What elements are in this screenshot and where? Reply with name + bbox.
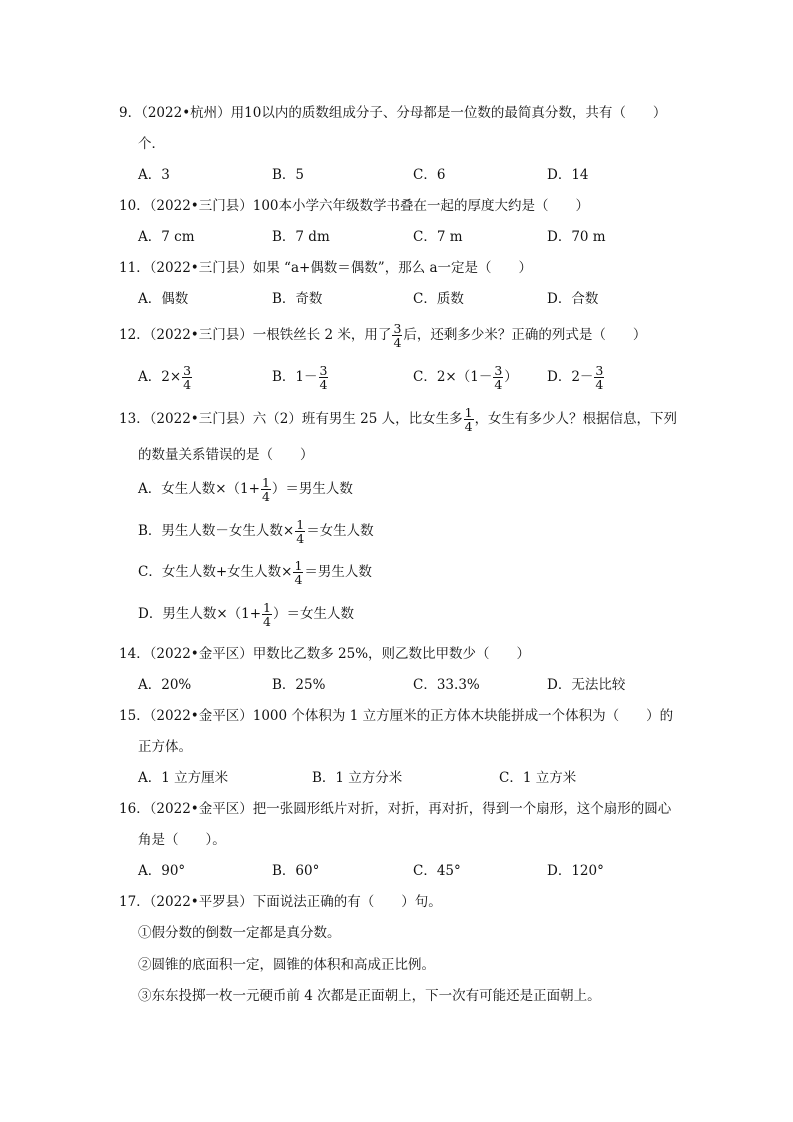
- option-d: D．120°: [547, 863, 604, 879]
- option-b: B．5: [272, 167, 305, 183]
- question-15: [119, 707, 673, 725]
- question-number: 14: [119, 646, 137, 662]
- question-stem: ．（2022•平罗县）下面说法正确的有（ ）句。: [136, 894, 442, 910]
- option-b: B．25%: [272, 677, 326, 693]
- question-13: 13．（2022•三门县）六（2）班有男生 25 人，比女生多 $\frac{1}{4}$ ，女生有多少人？根据信息，下列: [119, 405, 678, 434]
- question-number: 16: [119, 801, 137, 817]
- option-c: C．1 立方米: [499, 770, 577, 786]
- question-number: 12: [119, 327, 137, 343]
- question-stem: ．（2022•金平区）把一张圆形纸片对折，对折，再对折，得到一个扇形，这个扇形的圆心: [136, 801, 672, 817]
- option-d: D．无法比较: [547, 677, 626, 693]
- question-10: [119, 197, 589, 215]
- option-b: B．7 dm: [272, 229, 330, 245]
- option-a: A．3: [138, 167, 170, 183]
- option-b: B．奇数: [272, 291, 323, 307]
- question-stem: ．（2022•金平区）1000 个体积为 1 立方厘米的正方体木块能拼成一个体积为（ ）的: [136, 708, 674, 724]
- question-stem-continued: 角是（ ）。: [138, 832, 226, 848]
- question-stem: ．（2022•三门县）如果 “a+偶数＝偶数”，那么 a一定是（ ）: [136, 260, 533, 276]
- option-b: B．1 立方分米: [312, 770, 403, 786]
- statement-2: ②圆锥的底面积一定，圆锥的体积和高成正比例。: [138, 957, 435, 973]
- option-d: D．男生人数×（1+ $\frac{1}{4}$ ）＝女生人数: [138, 600, 354, 629]
- question-stem-continued: 的数量关系错误的是（ ）: [138, 447, 314, 463]
- fraction: $\frac{3}{4}$: [393, 321, 402, 350]
- question-stem: ．（2022•三门县）100本小学六年级数学书叠在一起的厚度大约是（ ）: [136, 198, 590, 214]
- question-number: 17: [119, 894, 137, 910]
- option-c: C．7 m: [413, 229, 463, 245]
- question-11: [119, 259, 532, 277]
- option-d: D．合数: [547, 291, 599, 307]
- question-9: [119, 104, 666, 122]
- question-stem-continued: 个．: [138, 136, 165, 152]
- option-c: C．45°: [413, 863, 461, 879]
- statement-3: ③东东投掷一枚一元硬币前 4 次都是正面朝上，下一次有可能还是正面朝上。: [138, 988, 601, 1004]
- option-d: D．70 m: [547, 229, 606, 245]
- question-stem: ．（2022•金平区）甲数比乙数多 25%，则乙数比甲数少（ ）: [136, 646, 531, 662]
- option-c: C．6: [413, 167, 446, 183]
- option-a: A．2× $\frac{3}{4}$: [138, 363, 192, 392]
- question-number: 10: [119, 198, 137, 214]
- option-d: D．2－ $\frac{3}{4}$: [547, 363, 604, 392]
- question-16: [119, 800, 671, 818]
- option-a: A．偶数: [138, 291, 189, 307]
- option-a: A．1 立方厘米: [138, 770, 229, 786]
- option-c: C．质数: [413, 291, 464, 307]
- question-number: 9: [119, 105, 128, 121]
- question-stem-continued: 正方体。: [138, 739, 192, 755]
- option-b: B．男生人数－女生人数× $\frac{1}{4}$ ＝女生人数: [138, 517, 374, 546]
- option-c: C．女生人数+女生人数× $\frac{1}{4}$ ＝男生人数: [138, 558, 372, 587]
- question-stem: ．（2022•杭州）用10以内的质数组成分子、分母都是一位数的最简真分数，共有（ ）: [127, 105, 667, 121]
- fraction: $\frac{1}{4}$: [464, 405, 473, 434]
- option-d: D．14: [547, 167, 589, 183]
- option-a: A．20%: [138, 677, 192, 693]
- question-14: [119, 645, 530, 663]
- question-17: [119, 893, 442, 911]
- question-12: 12．（2022•三门县）一根铁丝长 2 米，用了 $\frac{3}{4}$ 后，还剩多少米？正确的列式是（ ）: [119, 321, 647, 350]
- option-a: A．90°: [138, 863, 186, 879]
- question-number: 15: [119, 708, 137, 724]
- question-number: 11: [119, 260, 137, 276]
- option-b: B．1－ $\frac{3}{4}$: [272, 363, 328, 392]
- option-a: A．7 cm: [138, 229, 195, 245]
- option-b: B．60°: [272, 863, 320, 879]
- statement-1: ①假分数的倒数一定都是真分数。: [138, 925, 341, 941]
- option-c: C．33.3%: [413, 677, 480, 693]
- option-a: A．女生人数×（1+ $\frac{1}{4}$ ）＝男生人数: [138, 475, 353, 504]
- question-number: 13: [119, 411, 137, 427]
- option-c: C．2×（1－ $\frac{3}{4}$ ）: [413, 363, 518, 392]
